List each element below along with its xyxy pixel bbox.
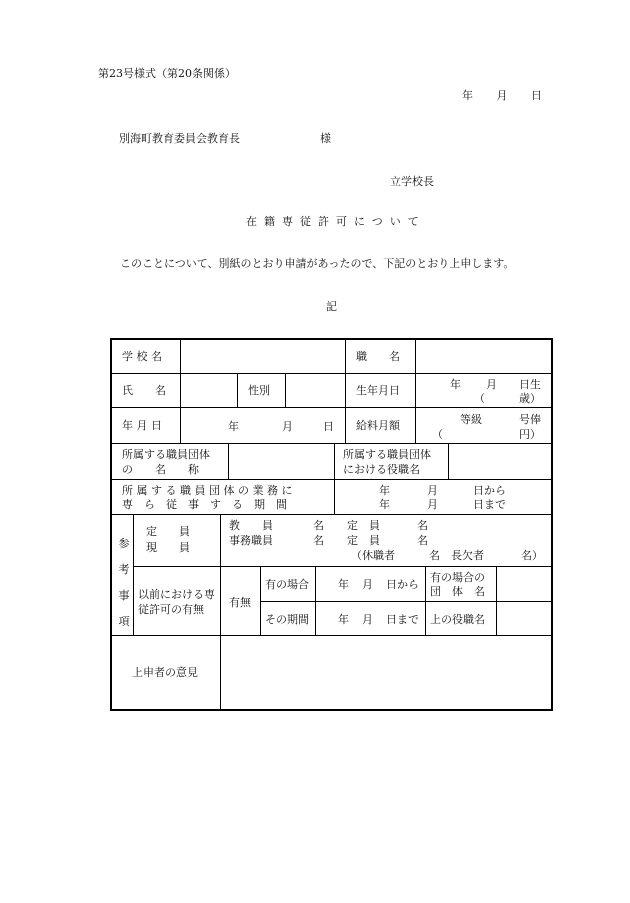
prev-from-field[interactable]	[316, 567, 426, 602]
birth-month: 月	[486, 378, 497, 391]
union-name-field[interactable]	[229, 444, 335, 480]
period-label-line1: 所 属 す る 職 員 団 体 の 業 務 に	[122, 484, 293, 497]
form-number: 第23号様式（第20条関係）	[98, 67, 236, 80]
to-month: 月	[427, 498, 438, 511]
opinion-label: 上申者の意見	[112, 636, 221, 709]
position-field[interactable]	[416, 340, 551, 374]
from-day: 日から	[473, 484, 506, 497]
ymd-label: 年 月 日	[112, 408, 181, 444]
document-title: 在籍専従許可について	[246, 215, 426, 228]
period-field[interactable]	[335, 480, 551, 515]
that-period-text: その期間	[265, 613, 309, 626]
ki-heading: 記	[326, 300, 337, 313]
school-name-label: 学 校 名	[112, 340, 181, 374]
leave-mei-close: 名）	[521, 549, 543, 562]
ymd-month: 月	[282, 420, 293, 433]
form-table	[110, 338, 553, 711]
name-field[interactable]	[181, 374, 238, 408]
previous-label	[134, 567, 221, 636]
body-text: このことについて、別紙のとおり申請があったので、下記のとおり上申します。	[120, 257, 515, 270]
yes-no-label	[221, 567, 261, 636]
reference-label	[112, 515, 134, 636]
birth-year: 年	[450, 378, 461, 391]
salary-grade: 等級	[460, 413, 482, 426]
date-year: 年	[462, 89, 473, 102]
prev-from: 日から	[386, 578, 419, 591]
date-day: 日	[531, 89, 542, 102]
prev-month2: 月	[362, 613, 373, 626]
genin-label: 現 員	[146, 541, 190, 554]
that-period-label	[261, 602, 316, 636]
to-day: 日まで	[473, 498, 506, 511]
role-name-text: 上の役職名	[430, 613, 485, 626]
from-month: 月	[427, 484, 438, 497]
yes-no-text: 有無	[229, 596, 251, 609]
sex-field[interactable]	[286, 374, 346, 408]
if-yes-label	[261, 567, 316, 602]
to-year: 年	[379, 498, 390, 511]
union-role-label-line2: における役職名	[343, 463, 420, 476]
teacher-teiin: 定 員	[347, 519, 380, 532]
addressee: 別海町教育委員会教育長	[119, 132, 240, 145]
previous-label-line1: 以前における専	[138, 588, 215, 601]
union-name-label-line1: 所属する職員団体	[122, 448, 210, 461]
if-yes-union-line1: 有の場合の	[430, 571, 485, 584]
union-role-label	[335, 444, 449, 480]
union-role-field[interactable]	[449, 444, 551, 480]
clerk-label: 事務職員	[229, 534, 273, 547]
union-name-label-line2: の 名 称	[122, 463, 199, 476]
staff-label	[134, 515, 221, 567]
clerk-teiin-mei: 名	[417, 534, 428, 547]
prev-year2: 年	[338, 613, 349, 626]
teacher-mei: 名	[313, 519, 324, 532]
prev-month: 月	[362, 578, 373, 591]
if-yes-text: 有の場合	[265, 578, 309, 591]
period-label	[112, 480, 335, 515]
birthdate-field[interactable]	[416, 374, 551, 408]
birthdate-label: 生年月日	[346, 374, 416, 408]
period-label-line2: 専 ら 従 事 す る 期 間	[122, 498, 287, 511]
ymd-year: 年	[228, 420, 239, 433]
from-year: 年	[379, 484, 390, 497]
long-absent-label: 名 長欠者	[429, 549, 484, 562]
position-label: 職 名	[346, 340, 416, 374]
date-line	[462, 90, 542, 101]
clerk-teiin: 定 員	[347, 534, 380, 547]
prev-to: 日まで	[386, 613, 419, 626]
role-name-label	[426, 602, 497, 636]
salary-yen: 円）	[519, 428, 541, 441]
ymd-field[interactable]	[181, 408, 346, 444]
salary-field[interactable]	[416, 408, 551, 444]
leave-label: （休職者	[351, 549, 395, 562]
if-yes-union-label	[426, 567, 497, 602]
reference-label-text: 参考事項	[118, 537, 130, 628]
union-role-label-line1: 所属する職員団体	[343, 448, 431, 461]
union-name-label	[112, 444, 229, 480]
sex-label: 性別	[238, 374, 286, 408]
prev-year: 年	[338, 578, 349, 591]
previous-label-line2: 従許可の有無	[138, 603, 204, 616]
date-month: 月	[496, 89, 508, 102]
teacher-label: 教 員	[229, 519, 273, 532]
salary-label: 給料月額	[346, 408, 416, 444]
teacher-teiin-mei: 名	[417, 519, 428, 532]
name-label: 氏 名	[112, 374, 181, 408]
salary-open: （	[432, 428, 443, 441]
age-label: 歳）	[519, 392, 541, 405]
staff-details	[221, 515, 551, 567]
opinion-field[interactable]	[221, 636, 551, 709]
sender: 立学校長	[390, 175, 434, 188]
birth-born: 日生	[519, 378, 541, 391]
prev-role-field[interactable]	[497, 602, 551, 636]
ymd-day: 日	[323, 420, 334, 433]
age-open: （	[474, 392, 485, 405]
prev-union-field[interactable]	[497, 567, 551, 602]
if-yes-union-line2: 団 体 名	[430, 585, 485, 598]
school-name-field[interactable]	[181, 340, 346, 374]
salary-step: 号俸	[519, 413, 541, 426]
addressee-suffix: 様	[320, 132, 331, 145]
clerk-mei: 名	[313, 534, 324, 547]
teiin-label: 定 員	[146, 525, 190, 538]
prev-to-field[interactable]	[316, 602, 426, 636]
